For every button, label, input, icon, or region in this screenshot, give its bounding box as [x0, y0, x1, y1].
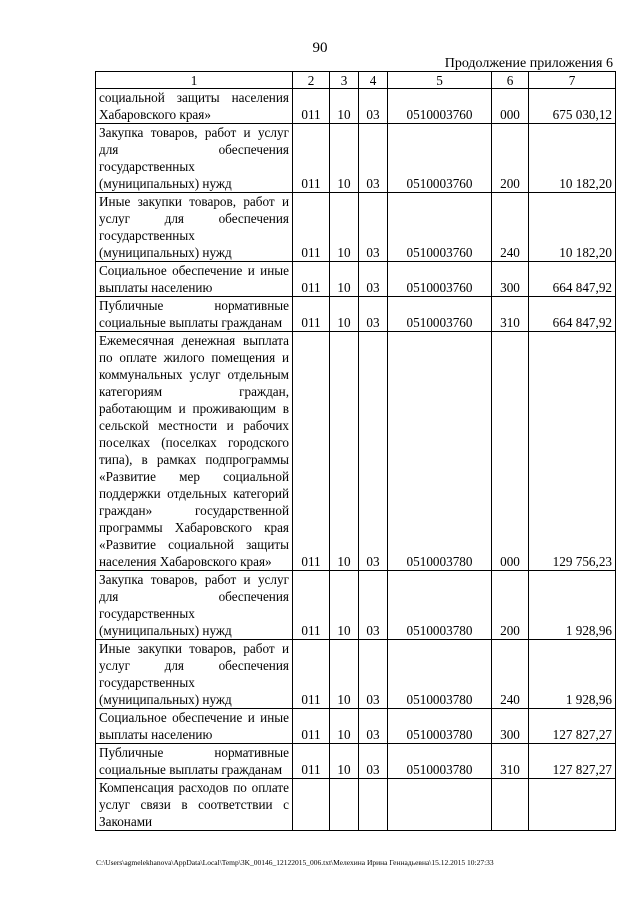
- column-header: 2: [293, 72, 330, 89]
- table-header-row: [96, 72, 616, 89]
- row-name-cell: Публичные нормативные социальные выплаты гражданам: [96, 744, 293, 779]
- target-article-cell: 0510003780: [388, 332, 492, 571]
- column-header: 5: [388, 72, 492, 89]
- ministry-code-cell: 011: [293, 744, 330, 779]
- amount-cell: 1 928,96: [529, 640, 616, 709]
- column-header: 4: [359, 72, 388, 89]
- table-row: [96, 779, 616, 831]
- ministry-code-cell: 011: [293, 571, 330, 640]
- section-code-cell: 10: [330, 332, 359, 571]
- target-article-cell: 0510003760: [388, 262, 492, 297]
- subsection-code-cell: 03: [359, 297, 388, 332]
- expense-type-cell: 310: [492, 744, 529, 779]
- ministry-code-cell: 011: [293, 332, 330, 571]
- subsection-code-cell: 03: [359, 571, 388, 640]
- page-number: 90: [312, 40, 328, 56]
- subsection-code-cell: 03: [359, 193, 388, 262]
- table-row: [96, 297, 616, 332]
- table-row: [96, 262, 616, 297]
- section-code-cell: 10: [330, 571, 359, 640]
- expense-type-cell: [492, 779, 529, 831]
- subsection-code-cell: 03: [359, 262, 388, 297]
- amount-cell: 675 030,12: [529, 89, 616, 124]
- row-name-cell: Иные закупки товаров, работ и услуг для обеспечения государственных (муниципальных) нужд: [96, 640, 293, 709]
- target-article-cell: 0510003780: [388, 640, 492, 709]
- subsection-code-cell: 03: [359, 640, 388, 709]
- section-code-cell: [330, 779, 359, 831]
- expense-type-cell: 300: [492, 709, 529, 744]
- row-name-cell: Социальное обеспечение и иные выплаты населению: [96, 709, 293, 744]
- target-article-cell: 0510003780: [388, 571, 492, 640]
- amount-cell: 10 182,20: [529, 124, 616, 193]
- table-row: [96, 640, 616, 709]
- row-name-cell: Публичные нормативные социальные выплаты гражданам: [96, 297, 293, 332]
- section-code-cell: 10: [330, 193, 359, 262]
- row-name-cell: Закупка товаров, работ и услуг для обеспечения государственных (муниципальных) нужд: [96, 124, 293, 193]
- subsection-code-cell: 03: [359, 89, 388, 124]
- amount-cell: 127 827,27: [529, 709, 616, 744]
- expense-type-cell: 200: [492, 124, 529, 193]
- ministry-code-cell: 011: [293, 262, 330, 297]
- expense-type-cell: 200: [492, 571, 529, 640]
- ministry-code-cell: 011: [293, 297, 330, 332]
- table-row: [96, 332, 616, 571]
- expense-type-cell: 310: [492, 297, 529, 332]
- section-code-cell: 10: [330, 262, 359, 297]
- row-name-cell: Компенсация расходов по оплате услуг связи в соответствии с Законами: [96, 779, 293, 831]
- row-name-cell: социальной защиты населения Хабаровского края»: [96, 89, 293, 124]
- ministry-code-cell: 011: [293, 193, 330, 262]
- section-code-cell: 10: [330, 89, 359, 124]
- budget-table-body: [96, 72, 616, 831]
- target-article-cell: 0510003760: [388, 193, 492, 262]
- target-article-cell: 0510003760: [388, 89, 492, 124]
- expense-type-cell: 240: [492, 640, 529, 709]
- column-header: 3: [330, 72, 359, 89]
- amount-cell: [529, 779, 616, 831]
- table-row: [96, 571, 616, 640]
- target-article-cell: 0510003780: [388, 744, 492, 779]
- ministry-code-cell: 011: [293, 89, 330, 124]
- subsection-code-cell: [359, 779, 388, 831]
- expense-type-cell: 240: [492, 193, 529, 262]
- amount-cell: 129 756,23: [529, 332, 616, 571]
- section-code-cell: 10: [330, 124, 359, 193]
- ministry-code-cell: 011: [293, 709, 330, 744]
- expense-type-cell: 000: [492, 332, 529, 571]
- ministry-code-cell: 011: [293, 640, 330, 709]
- table-row: [96, 193, 616, 262]
- budget-table: [95, 71, 616, 831]
- amount-cell: 664 847,92: [529, 262, 616, 297]
- row-name-cell: Иные закупки товаров, работ и услуг для обеспечения государственных (муниципальных) нужд: [96, 193, 293, 262]
- expense-type-cell: 300: [492, 262, 529, 297]
- section-code-cell: 10: [330, 744, 359, 779]
- subsection-code-cell: 03: [359, 744, 388, 779]
- amount-cell: 664 847,92: [529, 297, 616, 332]
- subsection-code-cell: 03: [359, 709, 388, 744]
- appendix-continuation-label: Продолжение приложения 6: [444, 56, 613, 71]
- subsection-code-cell: 03: [359, 332, 388, 571]
- table-row: [96, 744, 616, 779]
- target-article-cell: [388, 779, 492, 831]
- amount-cell: 1 928,96: [529, 571, 616, 640]
- ministry-code-cell: [293, 779, 330, 831]
- column-header: 7: [529, 72, 616, 89]
- target-article-cell: 0510003760: [388, 124, 492, 193]
- file-path-footer: C:\Users\agmelekhanova\AppData\Local\Temp\3K_00146_12122015_006.txt\Мелехина Ирина Геннадьевна\15.12.2015 10:27:33: [96, 858, 494, 867]
- ministry-code-cell: 011: [293, 124, 330, 193]
- subsection-code-cell: 03: [359, 124, 388, 193]
- row-name-cell: Ежемесячная денежная выплата по оплате жилого помещения и коммунальных услуг отдельным категориям граждан, работающим и проживающим в сельской местности и рабочих поселках (поселках городского типа), в рамках подпрограммы «Развитие мер социальной поддержки отдельных категорий граждан» государственной программы Хабаровского края «Развитие социальной защиты населения Хабаровского края»: [96, 332, 293, 571]
- table-row: [96, 709, 616, 744]
- section-code-cell: 10: [330, 297, 359, 332]
- amount-cell: 127 827,27: [529, 744, 616, 779]
- target-article-cell: 0510003780: [388, 709, 492, 744]
- section-code-cell: 10: [330, 709, 359, 744]
- table-row: [96, 89, 616, 124]
- column-header: 1: [96, 72, 293, 89]
- row-name-cell: Социальное обеспечение и иные выплаты населению: [96, 262, 293, 297]
- table-row: [96, 124, 616, 193]
- section-code-cell: 10: [330, 640, 359, 709]
- expense-type-cell: 000: [492, 89, 529, 124]
- row-name-cell: Закупка товаров, работ и услуг для обеспечения государственных (муниципальных) нужд: [96, 571, 293, 640]
- amount-cell: 10 182,20: [529, 193, 616, 262]
- column-header: 6: [492, 72, 529, 89]
- target-article-cell: 0510003760: [388, 297, 492, 332]
